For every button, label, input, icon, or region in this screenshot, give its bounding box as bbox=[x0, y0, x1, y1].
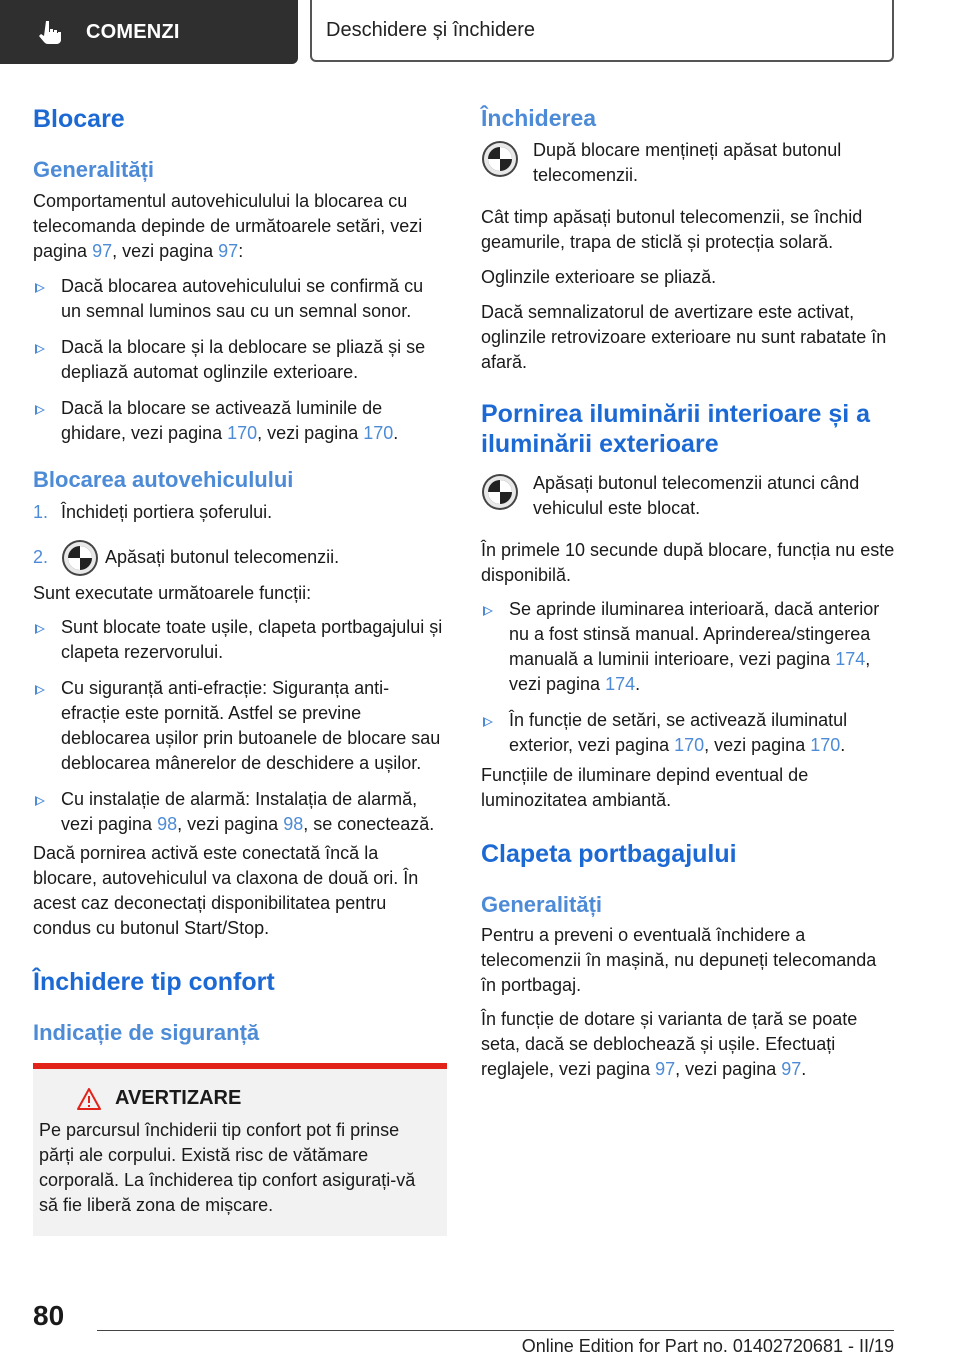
clapeta-paragraph-1: Pentru a preveni o eventuală închidere a telecomenzii în mașină, nu depuneți telecomanda în portbagaj. bbox=[481, 925, 877, 995]
settings-list bbox=[33, 274, 447, 446]
bullet-triangle-icon bbox=[483, 717, 493, 727]
page-link[interactable]: 174 bbox=[835, 649, 866, 669]
warning-header bbox=[77, 1087, 439, 1110]
list-item: Cu instalație de alarmă: Instalația de alarmă, vezi pagina 98, vezi pagina 98, se conectează. bbox=[33, 787, 447, 837]
warning-triangle-icon bbox=[77, 1088, 101, 1110]
heading-inchidere-tip-confort: Închidere tip confort bbox=[33, 968, 275, 996]
inchiderea-paragraph-3: Dacă semnalizatorul de avertizare este activat, oglinzile retrovizoare exterioare nu sunt rabatate în afară. bbox=[481, 302, 887, 372]
bullet-triangle-icon bbox=[35, 344, 45, 354]
page-link[interactable]: 98 bbox=[283, 814, 304, 834]
page-link[interactable]: 97 bbox=[92, 241, 113, 261]
generalitati-paragraph: Comportamentul autovehiculului la blocarea cu telecomanda depinde de următoarele setări, vezi pagina 97, vezi pagina 97: bbox=[33, 191, 423, 261]
right-column bbox=[481, 100, 895, 1082]
heading-indicatie-de-siguranta: Indicație de siguranță bbox=[33, 1020, 260, 1045]
edition-text: Online Edition for Part no. 01402720681 - II/19 bbox=[521, 1336, 894, 1356]
footer-divider bbox=[97, 1330, 894, 1331]
section-tab bbox=[0, 0, 298, 64]
list-item: Dacă la blocare se activează luminile de ghidare, vezi pagina 170, vezi pagina 170. bbox=[33, 396, 447, 446]
list-item: Sunt blocate toate ușile, clapeta portbagajului și clapeta rezervorului. bbox=[33, 615, 447, 665]
warning-text: Pe parcursul închiderii tip confort pot fi prinse părți ale corpului. Există risc de vătămare corporală. La închiderea tip confort asigurați-vă să fie liberă zona de mișcare. bbox=[39, 1120, 416, 1215]
list-item: Dacă la blocare și la deblocare se pliază și se depliază automat oglinzile exterioare. bbox=[33, 335, 447, 385]
section-label: COMENZI bbox=[86, 20, 180, 43]
steps-list bbox=[33, 500, 447, 577]
warning-label: AVERTIZARE bbox=[115, 1087, 242, 1109]
page-link[interactable]: 97 bbox=[218, 241, 239, 261]
heading-clapeta-generalitati: Generalități bbox=[481, 892, 603, 917]
bullet-triangle-icon bbox=[35, 624, 45, 634]
functions-list bbox=[33, 615, 447, 837]
page-link[interactable]: 170 bbox=[227, 423, 258, 443]
list-item: Dacă blocarea autovehiculului se confirmă cu un semnal luminos sau cu un semnal sonor. bbox=[33, 274, 447, 324]
remote-button-icon bbox=[481, 140, 519, 178]
remote-button-icon bbox=[61, 539, 99, 577]
page-link[interactable]: 97 bbox=[655, 1059, 676, 1079]
bullet-triangle-icon bbox=[35, 283, 45, 293]
pornirea-paragraph-1: În primele 10 secunde după blocare, funcția nu este disponibilă. bbox=[481, 540, 895, 585]
warning-box bbox=[33, 1063, 447, 1236]
heading-clapeta-portbagajului: Clapeta portbagajului bbox=[481, 840, 737, 868]
remote-button-icon bbox=[481, 473, 519, 511]
bullet-triangle-icon bbox=[35, 685, 45, 695]
bullet-triangle-icon bbox=[35, 796, 45, 806]
step-item: 2. Apăsați butonul telecomenzii. bbox=[33, 539, 447, 577]
page-link[interactable]: 170 bbox=[363, 423, 394, 443]
page-link[interactable]: 174 bbox=[605, 674, 636, 694]
heading-blocare: Blocare bbox=[33, 105, 125, 133]
step-item: 1. Închideți portiera șoferului. bbox=[33, 502, 273, 522]
page-link[interactable]: 98 bbox=[157, 814, 178, 834]
functions-intro: Sunt executate următoarele funcții: bbox=[33, 583, 312, 603]
page-link[interactable]: 170 bbox=[810, 735, 841, 755]
page-number: 80 bbox=[33, 1300, 65, 1331]
page-link[interactable]: 170 bbox=[674, 735, 705, 755]
pornirea-paragraph-2: Funcțiile de iluminare depind eventual de luminozitatea ambiantă. bbox=[481, 765, 809, 810]
clapeta-paragraph-2: În funcție de dotare și varianta de țară se poate seta, dacă se deblochează și ușile. Efectuați reglajele, vezi pagina 97, vezi pagina 97. bbox=[481, 1009, 858, 1079]
lighting-list bbox=[481, 597, 895, 758]
heading-blocarea-autovehiculului: Blocarea autovehiculului bbox=[33, 467, 294, 492]
heading-pornirea-iluminarii: Pornirea iluminării interioare și a iluminării exterioare bbox=[481, 400, 871, 458]
chapter-title: Deschidere și închidere bbox=[310, 0, 894, 62]
pornirea-icon-text: Apăsați butonul telecomenzii atunci când vehiculul este blocat. bbox=[533, 473, 860, 518]
bullet-triangle-icon bbox=[483, 606, 493, 616]
page-link[interactable]: 97 bbox=[781, 1059, 802, 1079]
inchiderea-paragraph-2: Oglinzile exterioare se pliază. bbox=[481, 267, 717, 287]
list-item: Cu siguranță anti-efracție: Siguranța anti-efracție este pornită. Astfel se previne deblocarea ușilor prin butoanele de blocare sau deblocarea mânerelor de deschidere a ușilor. bbox=[33, 676, 447, 776]
inchiderea-icon-row bbox=[481, 138, 895, 188]
bullet-triangle-icon bbox=[35, 405, 45, 415]
pornirea-icon-row bbox=[481, 471, 895, 521]
pointing-hand-icon bbox=[38, 19, 64, 45]
left-column bbox=[33, 100, 447, 1236]
heading-generalitati: Generalități bbox=[33, 157, 155, 182]
list-item: Se aprinde iluminarea interioară, dacă anterior nu a fost stinsă manual. Aprinderea/stingerea manuală a luminii interioare, vezi pagina 174, vezi pagina 174. bbox=[481, 597, 895, 697]
inchiderea-icon-text: După blocare mențineți apăsat butonul telecomenzii. bbox=[533, 140, 842, 185]
list-item: În funcție de setări, se activează iluminatul exterior, vezi pagina 170, vezi pagina 170. bbox=[481, 708, 895, 758]
inchiderea-paragraph-1: Cât timp apăsați butonul telecomenzii, se închid geamurile, trapa de sticlă și protecția solară. bbox=[481, 207, 863, 252]
pornire-paragraph: Dacă pornirea activă este conectată încă la blocare, autovehiculul va claxona de două ori. În acest caz deconectați disponibilitatea pentru condus cu butonul Start/Stop. bbox=[33, 843, 419, 938]
heading-inchiderea: Închiderea bbox=[481, 105, 597, 131]
page-header bbox=[0, 0, 960, 66]
